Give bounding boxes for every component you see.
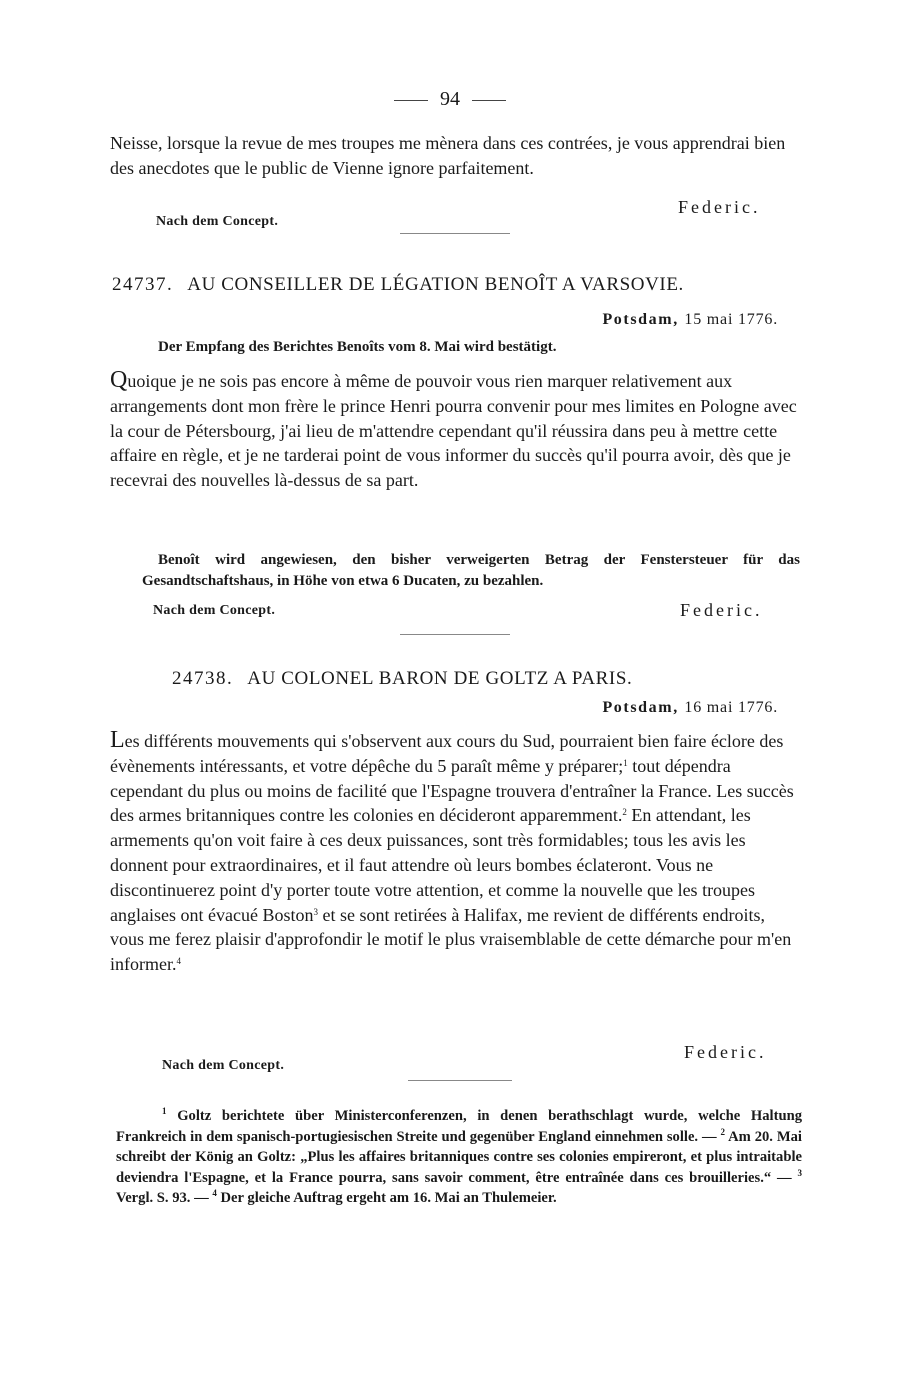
letter-body: [110, 728, 800, 977]
footnote-mark: 1: [162, 1106, 167, 1116]
letter-source-note: Nach dem Concept.: [153, 603, 276, 618]
footnote-mark: 2: [720, 1126, 725, 1137]
letter-number: 24738.: [172, 668, 234, 689]
letter-place: Potsdam,: [602, 699, 679, 716]
footnote-mark: 3: [797, 1167, 802, 1178]
regest-receipt: Der Empfang des Berichtes Benoîts vom 8. Mai wird bestätigt.: [158, 339, 557, 355]
page-number: 94: [440, 88, 460, 110]
letter-heading: [112, 274, 684, 296]
separator-rule: [400, 634, 510, 635]
footnote-reference[interactable]: 2: [622, 807, 627, 818]
letter-signature: Federic.: [684, 1042, 767, 1062]
letter-body: [110, 368, 800, 493]
footnote-text: Der gleiche Auftrag ergeht am 16. Mai an Thulemeier.: [220, 1190, 557, 1207]
footnotes: [116, 1106, 802, 1209]
letter-body-text: En attendant, les armements qu'on voit faire à ces deux puissances, sont très formidables; tous les avis les donnent pour extraordinaires, et il faut attendre où leurs bombes éclateront. Vous ne discontinuerez point d'y porter toute votre attention, et comme la nouvelle que les troupes anglaises ont évacué Boston: [110, 805, 756, 925]
letter-place-date: [400, 699, 778, 717]
header-dash-left: [394, 100, 428, 101]
header-dash-right: [472, 100, 506, 101]
letter-title: AU COLONEL BARON DE GOLTZ A PARIS.: [247, 668, 633, 689]
footnote-reference[interactable]: 3: [313, 906, 318, 917]
continuation-paragraph: [110, 131, 800, 181]
letter-number: 24737.: [112, 274, 174, 295]
footnote-text: Vergl. S. 93. —: [116, 1190, 209, 1207]
letter-body-text: et se sont retirées à Halifax, me revient de différents endroits, vous me ferez plaisir d'approfondir le motif le plus vraisemblable de cette démarche pour m'en informer.: [110, 904, 792, 975]
footnote-reference[interactable]: 1: [623, 757, 628, 768]
letter-body-text: uoique je ne sois pas encore à même de pouvoir vous rien marquer relativement aux arrangements dont mon frère le prince Henri pourra convenir pour mes limites en Pologne avec la cour de Pétersbourg, j'ai lieu de m'attendre cependant qu'il réussira dans peu à mettre cette affaire en règle, et je ne tarderai point de vous informer du succès qu'il pourra avoir, dès que je recevrai des nouvelles là-dessus de sa part.: [110, 371, 797, 491]
initial-letter: L: [110, 727, 125, 753]
regest-instruction: Benoît wird angewiesen, den bisher verweigerten Betrag der Fenstersteuer für das Gesandtschaftshaus, in Höhe von etwa 6 Ducaten, zu bezahlen.: [142, 552, 800, 589]
page-header: [0, 88, 900, 111]
continuation-source-note: Nach dem Concept.: [156, 214, 279, 229]
separator-rule: [400, 233, 510, 234]
letter-signature: Federic.: [680, 600, 763, 620]
continuation-text: Neisse, lorsque la revue de mes troupes me mènera dans ces contrées, je vous apprendrai bien des anecdotes que le public de Vienne ignore parfaitement.: [110, 133, 786, 178]
footnote-text: Am 20. Mai schreibt der König an Goltz: „Plus les affaires britanniques contre ses colonies empireront, et plus intraitable deviendra l'Espagne, et la France pourra, sans savoir comment, être entraînée dans ces brouilleries.“ —: [116, 1128, 802, 1186]
letter-heading: [172, 668, 632, 690]
letter-source-note: Nach dem Concept.: [162, 1058, 285, 1073]
footnote-reference[interactable]: 4: [176, 956, 181, 967]
letter-date: 16 mai 1776.: [684, 699, 778, 716]
letter-title: AU CONSEILLER DE LÉGATION BENOÎT A VARSOVIE.: [187, 274, 684, 295]
separator-rule: [408, 1080, 512, 1081]
letter-place: Potsdam,: [602, 311, 679, 328]
initial-letter: Q: [110, 367, 128, 393]
letter-body-text: tout dépendra cependant du plus ou moins de facilité que l'Espagne trouvera d'entraîner la France. Les succès des armes britanniques contre les colonies en décideront apparemment.: [110, 755, 794, 826]
continuation-signature: Federic.: [678, 197, 761, 217]
letter-date: 15 mai 1776.: [684, 311, 778, 328]
footnote-mark: 4: [212, 1188, 217, 1199]
footnote-text: Goltz berichtete über Ministerconferenzen, in denen berathschlagt wurde, welche Haltung Frankreich in dem spanisch-portugiesischen Streite und gegenüber England einnehmen solle. —: [116, 1108, 802, 1145]
letter-place-date: [400, 311, 778, 329]
letter-body-text: es différents mouvements qui s'observent aux cours du Sud, pourraient bien faire éclore des évènements intéressants, et votre dépêche du 5 paraît même y préparer;: [110, 731, 784, 776]
